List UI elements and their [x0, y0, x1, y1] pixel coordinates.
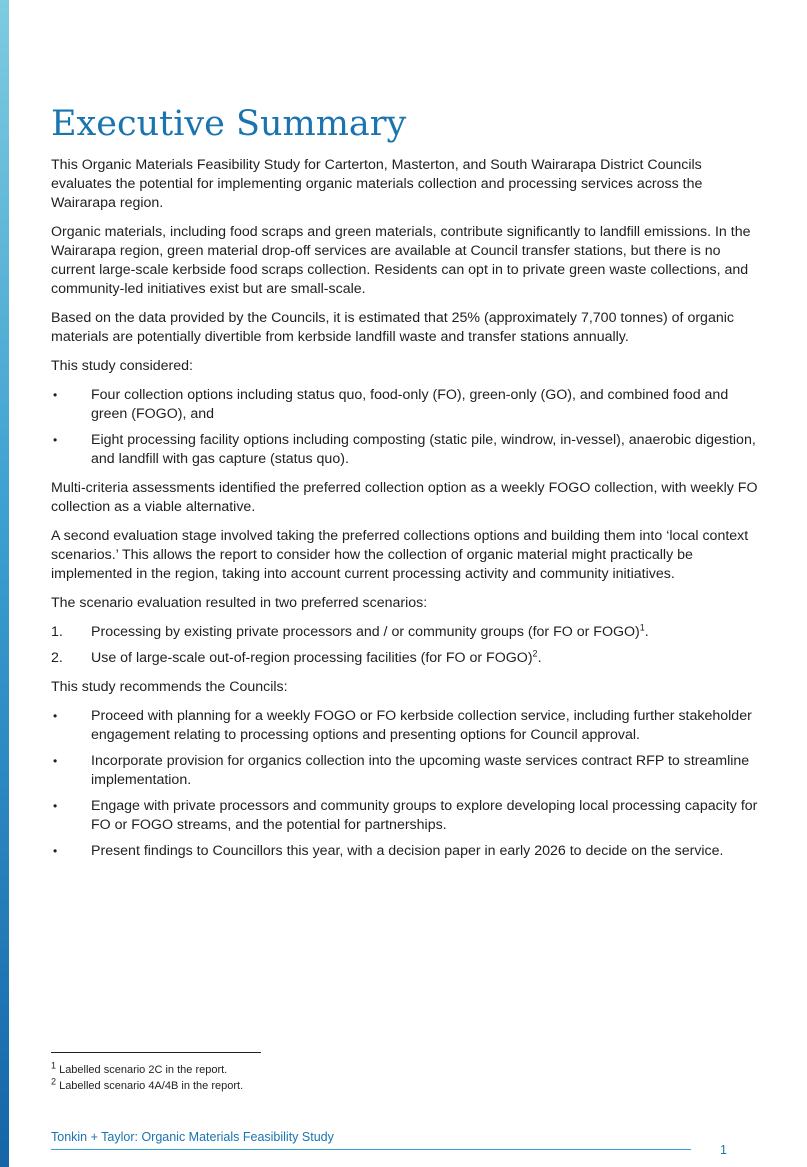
footnote-divider — [51, 1052, 261, 1053]
middle-paragraph-2: A second evaluation stage involved taking the preferred collections options and building them into ‘local context scenarios.’ This allows the report to consider how the collection of organic material might practically be implemented in the region, taking into account current processing activity and community initiatives. — [51, 528, 749, 582]
footnote — [51, 1078, 551, 1094]
middle-paragraph-3: The scenario evaluation resulted in two preferred scenarios: — [51, 595, 428, 611]
list-item — [51, 752, 761, 790]
list-item — [51, 386, 761, 424]
decorative-side-bar — [0, 0, 9, 1167]
footnote-ref[interactable]: 1 — [639, 622, 645, 633]
recommend-intro: This study recommends the Councils: — [51, 679, 288, 695]
footnote-number: 2 — [51, 1076, 57, 1087]
bullet-icon: • — [53, 709, 58, 723]
middle-paragraph-1: Multi-criteria assessments identified the preferred collection option as a weekly FOGO collection, with weekly FO collection as a viable alternative. — [51, 480, 758, 515]
bullet-icon: • — [53, 754, 58, 768]
list-number: 2. — [51, 650, 63, 666]
list-item-text: Engage with private processors and community groups to explore developing local processing capacity for FO or FOGO streams, and the potential for partnerships. — [91, 798, 758, 833]
intro-paragraph-3: Based on the data provided by the Councils, it is estimated that 25% (approximately 7,700 tonnes) of organic materials are potentially divertible from kerbside landfill waste and transfer stations annually. — [51, 310, 734, 345]
scenario-list — [51, 623, 761, 668]
intro-paragraph-1: This Organic Materials Feasibility Study for Carterton, Masterton, and South Wairarapa District Councils evaluates the potential for implementing organic materials collection and processing services across the Wairarapa region. — [51, 157, 703, 211]
footnote-text: Labelled scenario 4A/4B in the report. — [56, 1080, 244, 1092]
footnote-number: 1 — [51, 1060, 57, 1071]
bullet-icon: • — [53, 799, 58, 813]
footnote — [51, 1062, 551, 1078]
page-number: 1 — [720, 1143, 727, 1157]
list-item-text: Processing by existing private processors and / or community groups (for FO or FOGO) — [91, 624, 640, 640]
footnotes — [51, 1062, 551, 1094]
list-item — [51, 649, 761, 668]
list-number: 1. — [51, 624, 63, 640]
list-item — [51, 707, 761, 745]
intro-paragraph-2: Organic materials, including food scraps and green materials, contribute significantly to landfill emissions. In the Wairarapa region, green material drop-off services are available at Council transfer stations, but there is no current large-scale kerbside food scraps collection. Residents can opt in to private green waste collections, and community-led initiatives exist but are small-scale. — [51, 224, 751, 297]
list-item — [51, 623, 761, 642]
recommend-list — [51, 707, 761, 861]
intro-paragraph-4: This study considered: — [51, 358, 193, 374]
list-item-end: . — [537, 650, 542, 666]
bullet-icon: • — [53, 844, 58, 858]
footer-divider — [51, 1149, 691, 1150]
bullet-icon: • — [53, 388, 58, 402]
list-item — [51, 431, 761, 469]
list-item-text: Incorporate provision for organics collection into the upcoming waste services contract RFP to streamline implementation. — [91, 753, 750, 788]
list-item-text: Proceed with planning for a weekly FOGO or FO kerbside collection service, including further stakeholder engagement relating to processing options and presenting options for Council approval. — [91, 708, 752, 743]
footnote-text: Labelled scenario 2C in the report. — [56, 1064, 228, 1076]
list-item — [51, 842, 761, 861]
footer-title: Tonkin + Taylor: Organic Materials Feasibility Study — [51, 1130, 334, 1144]
bullet-icon: • — [53, 433, 58, 447]
footnote-ref[interactable]: 2 — [532, 648, 538, 659]
page-title: Executive Summary — [51, 104, 407, 144]
list-item-text: Eight processing facility options including composting (static pile, windrow, in-vessel), anaerobic digestion, and landfill with gas capture (status quo). — [91, 432, 756, 467]
summary-body — [51, 156, 761, 871]
list-item-text: Four collection options including status quo, food-only (FO), green-only (GO), and combined food and green (FOGO), and — [91, 387, 729, 422]
list-item — [51, 797, 761, 835]
considered-list — [51, 386, 761, 469]
list-item-end: . — [644, 624, 649, 640]
list-item-text: Present findings to Councillors this year, with a decision paper in early 2026 to decide on the service. — [91, 843, 724, 859]
list-item-text: Use of large-scale out-of-region processing facilities (for FO or FOGO) — [91, 650, 533, 666]
